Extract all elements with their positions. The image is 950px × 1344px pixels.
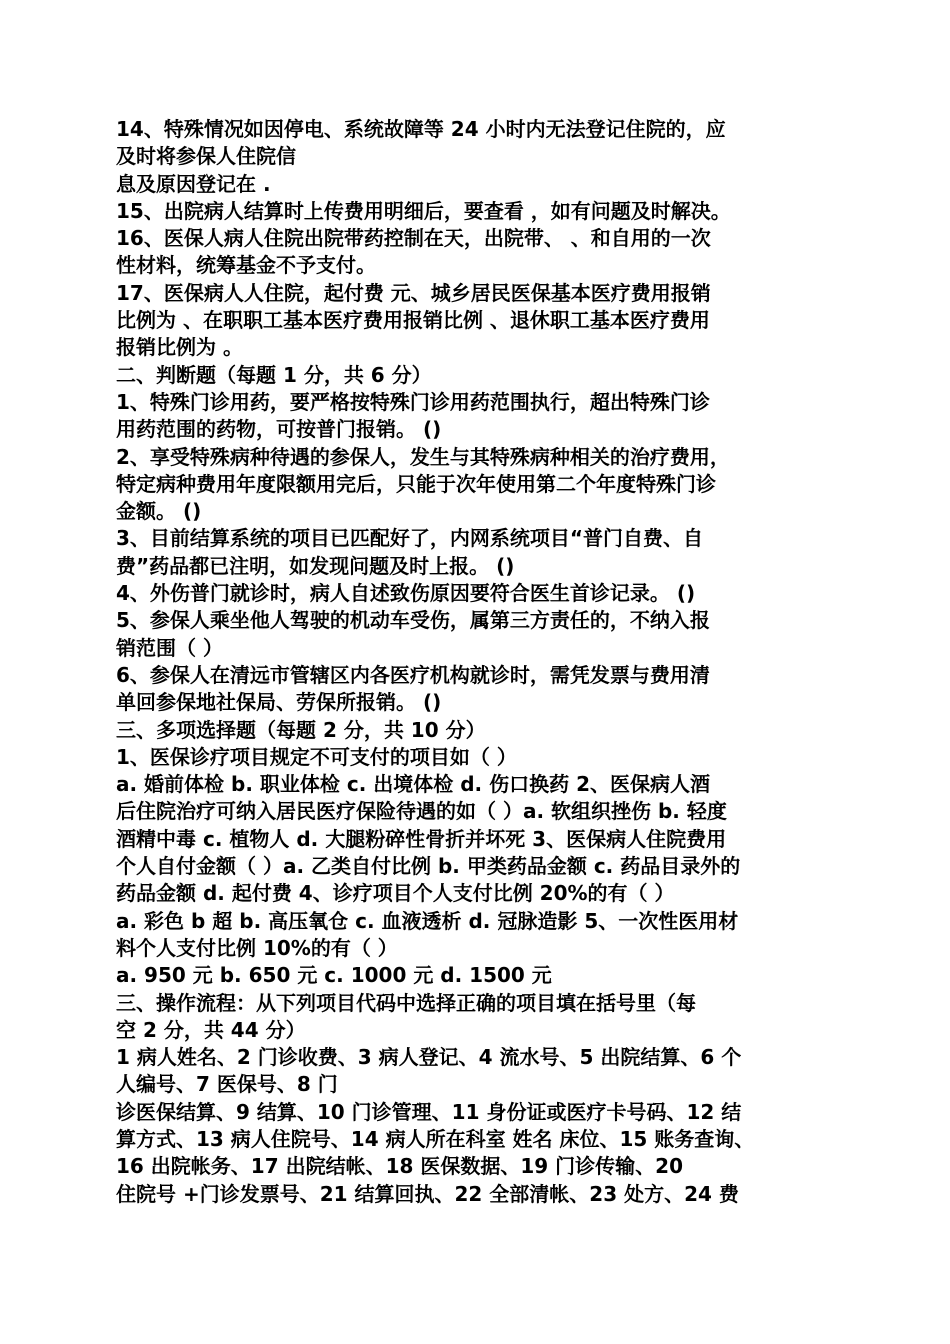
section-heading: 三、操作流程：从下列项目代码中选择正确的项目填在括号里（每 [116, 990, 696, 1015]
text-line: 料个人支付比例 10%的有（ ） [116, 935, 398, 960]
text-line: 性材料，统筹基金不予支付。 [116, 253, 376, 278]
text-line: 金额。 () [116, 499, 202, 524]
text-line: 报销比例为 。 [116, 335, 243, 360]
text-line: 5、参保人乘坐他人驾驶的机动车受伤，属第三方责任的，不纳入报 [116, 608, 710, 633]
text-line: 诊医保结算、9 结算、10 门诊管理、11 身份证或医疗卡号码、12 结 [116, 1099, 742, 1124]
text-line: 单回参保地社保局、劳保所报销。 () [116, 690, 442, 715]
text-line: 16、医保人病人住院出院带药控制在天，出院带、 、和自用的一次 [116, 226, 711, 251]
text-line: 6、参保人在清远市管辖区内各医疗机构就诊时，需凭发票与费用清 [116, 662, 710, 687]
text-line: 4、外伤普门就诊时，病人自述致伤原因要符合医生首诊记录。 () [116, 581, 696, 606]
text-line: a. 婚前体检 b. 职业体检 c. 出境体检 d. 伤口换药 2、医保病人酒 [116, 772, 710, 797]
text-line: 1、特殊门诊用药，要严格按特殊门诊用药范围执行，超出特殊门诊 [116, 389, 710, 414]
text-line: 17、医保病人人住院，起付费 元、城乡居民医保基本医疗费用报销 [116, 280, 711, 305]
text-line: 人编号、7 医保号、8 门 [116, 1072, 338, 1097]
text-line: 14、特殊情况如因停电、系统故障等 24 小时内无法登记住院的，应 [116, 117, 726, 141]
text-line: 住院号 +门诊发票号、21 结算回执、22 全部清帐、23 处方、24 费 [116, 1181, 739, 1206]
text-line: 1、医保诊疗项目规定不可支付的项目如（ ） [116, 744, 517, 769]
text-line: 16 出院帐务、17 出院结帐、18 医保数据、19 门诊传输、20 [116, 1154, 684, 1179]
text-line: 3、目前结算系统的项目已匹配好了，内网系统项目“普门自费、自 [116, 526, 704, 551]
text-line: 药品金额 d. 起付费 4、诊疗项目个人支付比例 20%的有（ ） [116, 881, 675, 906]
text-line: 销范围（ ） [116, 635, 223, 660]
text-line: 1 病人姓名、2 门诊收费、3 病人登记、4 流水号、5 出院结算、6 个 [116, 1045, 742, 1070]
document-body [116, 116, 846, 1208]
section-heading: 三、多项选择题（每题 2 分，共 10 分） [116, 717, 486, 742]
text-line: 个人自付金额（ ）a. 乙类自付比例 b. 甲类药品金额 c. 药品目录外的 [116, 854, 741, 879]
text-line: 费”药品都已注明，如发现问题及时上报。 () [116, 553, 515, 578]
text-line: 特定病种费用年度限额用完后，只能于次年使用第二个年度特殊门诊 [116, 471, 716, 496]
text-line: 空 2 分，共 44 分） [116, 1017, 306, 1042]
text-line: 息及原因登记在 . [116, 171, 271, 196]
text-line: 及时将参保人住院信 [116, 144, 296, 169]
text-line: a. 950 元 b. 650 元 c. 1000 元 d. 1500 元 [116, 963, 552, 988]
text-line: 酒精中毒 c. 植物人 d. 大腿粉碎性骨折并坏死 3、医保病人住院费用 [116, 826, 727, 851]
text-line: 用药范围的药物，可按普门报销。 () [116, 417, 442, 442]
text-line: 算方式、13 病人住院号、14 病人所在科室 姓名 床位、15 账务查询、 [116, 1126, 755, 1151]
text-line: a. 彩色 b 超 b. 高压氧仓 c. 血液透析 d. 冠脉造影 5、一次性医用材 [116, 908, 739, 933]
section-heading: 二、判断题（每题 1 分，共 6 分） [116, 362, 432, 387]
text-line: 15、出院病人结算时上传费用明细后，要查看 ，如有问题及时解决。 [116, 198, 731, 223]
text-line: 后住院治疗可纳入居民医疗保险待遇的如（ ）a. 软组织挫伤 b. 轻度 [116, 799, 727, 824]
text-line: 2、享受特殊病种待遇的参保人，发生与其特殊病种相关的治疗费用， [116, 444, 730, 469]
text-line: 比例为 、在职职工基本医疗费用报销比例 、退休职工基本医疗费用 [116, 308, 710, 333]
